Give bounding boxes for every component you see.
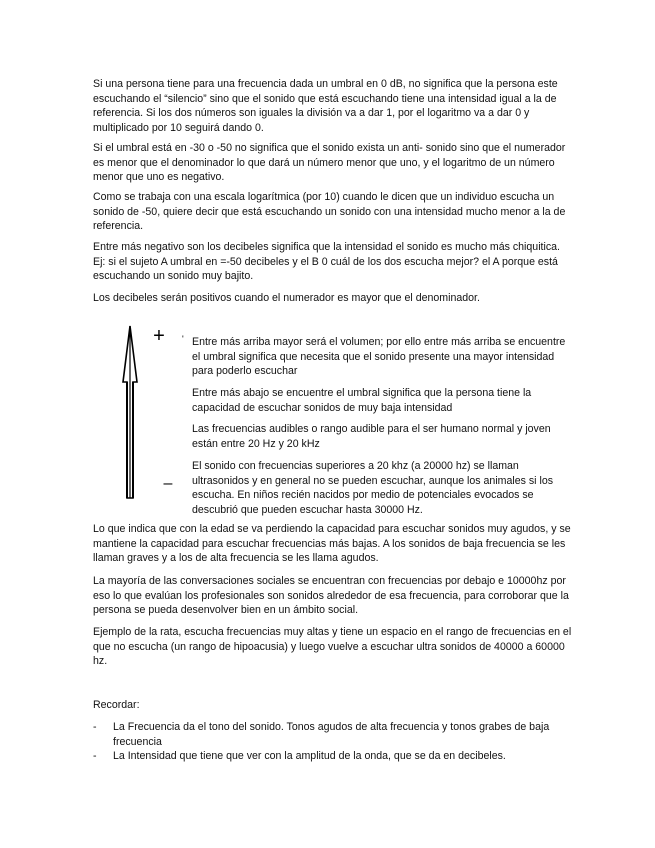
paragraph-decibeles-negativos: Entre más negativo son los decibeles significa que la intensidad el sonido es mucho más chiquitica. Ej: si el sujeto A umbral en =-50 decibeles y el B 0 cuál de los dos escucha mejor? el A porque está escuchando un sonido muy bajito. <box>93 241 560 283</box>
tick-mark: ' <box>182 334 184 344</box>
paragraph-escala-logaritmica: Como se trabaja con una escala logarítmica (por 10) cuando le dicen que un individuo escucha un sonido de -50, quiere decir que está escuchando un sonido con una intensidad mucho menor a la de referencia. <box>93 191 566 233</box>
paragraph-decibeles-positivos: Los decibeles serán positivos cuando el numerador es mayor que el denominador. <box>93 292 480 304</box>
side-note-ultrasonidos: El sonido con frecuencias superiores a 20 khz (a 20000 hz) se llaman ultrasonidos y en general no se pueden escuchar, aunque los animales si los escucha. En niños recién nacidos por medio de potenciales evocados se descubrió que pueden escuchar hasta 30000 Hz. <box>192 460 554 516</box>
list-item-text: La Frecuencia da el tono del sonido. Tonos agudos de alta frecuencia y tonos grabes de baja frecuencia <box>113 721 550 748</box>
paragraph-edad: Lo que indica que con la edad se va perdiendo la capacidad para escuchar sonidos muy agudos, y se mantiene la capacidad para escuchar frecuencias más bajas. A los sonidos de baja frecuencia se les llaman graves y a los de alta frecuencia se les llama agudos. <box>93 523 571 565</box>
side-note-arriba: Entre más arriba mayor será el volumen; por ello entre más arriba se encuentre el umbral significa que necesita que el sonido presente una mayor intensidad para poderlo escuchar <box>192 336 566 378</box>
bullet-dash: - <box>93 721 97 733</box>
side-note-rango-audible: Las frecuencias audibles o rango audible para el ser humano normal y joven están entre 20 Hz y 20 kHz <box>192 423 551 450</box>
list-item-text: La Intensidad que tiene que ver con la amplitud de la onda, que se da en decibeles. <box>113 750 506 762</box>
minus-sign: – <box>163 475 173 492</box>
recordar-heading: Recordar: <box>93 699 140 711</box>
paragraph-rata: Ejemplo de la rata, escucha frecuencias muy altas y tiene un espacio en el rango de frecuencias en el que no escucha (un rango de hipoacusia) y luego vuelve a escuchar ultra sonidos de 40000 a 60000 hz. <box>93 626 572 668</box>
bullet-dash: - <box>93 750 97 762</box>
side-note-abajo: Entre más abajo se encuentre el umbral significa que la persona tiene la capacidad de escuchar sonidos de muy baja intensidad <box>192 387 532 414</box>
plus-sign: + <box>153 325 165 347</box>
up-arrow-icon <box>123 326 137 498</box>
paragraph-umbral-negativo: Si el umbral está en -30 o -50 no significa que el sonido exista un anti- sonido sino que el numerador es menor que el denominador lo que dará un número menor que uno, y el logaritmo de un número menor que uno es negativo. <box>93 142 566 184</box>
paragraph-umbral-cero: Si una persona tiene para una frecuencia dada un umbral en 0 dB, no significa que la persona este escuchando el “silencio” sino que el sonido que está escuchando tiene una intensidad igual a la de referencia. Si los dos números son iguales la división va a dar 1, por el logaritmo va a dar 0 y multiplicado por 10 seguirá dando 0. <box>93 78 558 134</box>
volume-arrow-figure <box>120 322 190 502</box>
paragraph-conversaciones: La mayoría de las conversaciones sociales se encuentran con frecuencias por debajo e 10000hz por eso lo que evalúan los profesionales son sonidos alrededor de esa frecuencia, para corroborar que la persona se pueda desenvolver bien en un ámbito social. <box>93 575 569 617</box>
